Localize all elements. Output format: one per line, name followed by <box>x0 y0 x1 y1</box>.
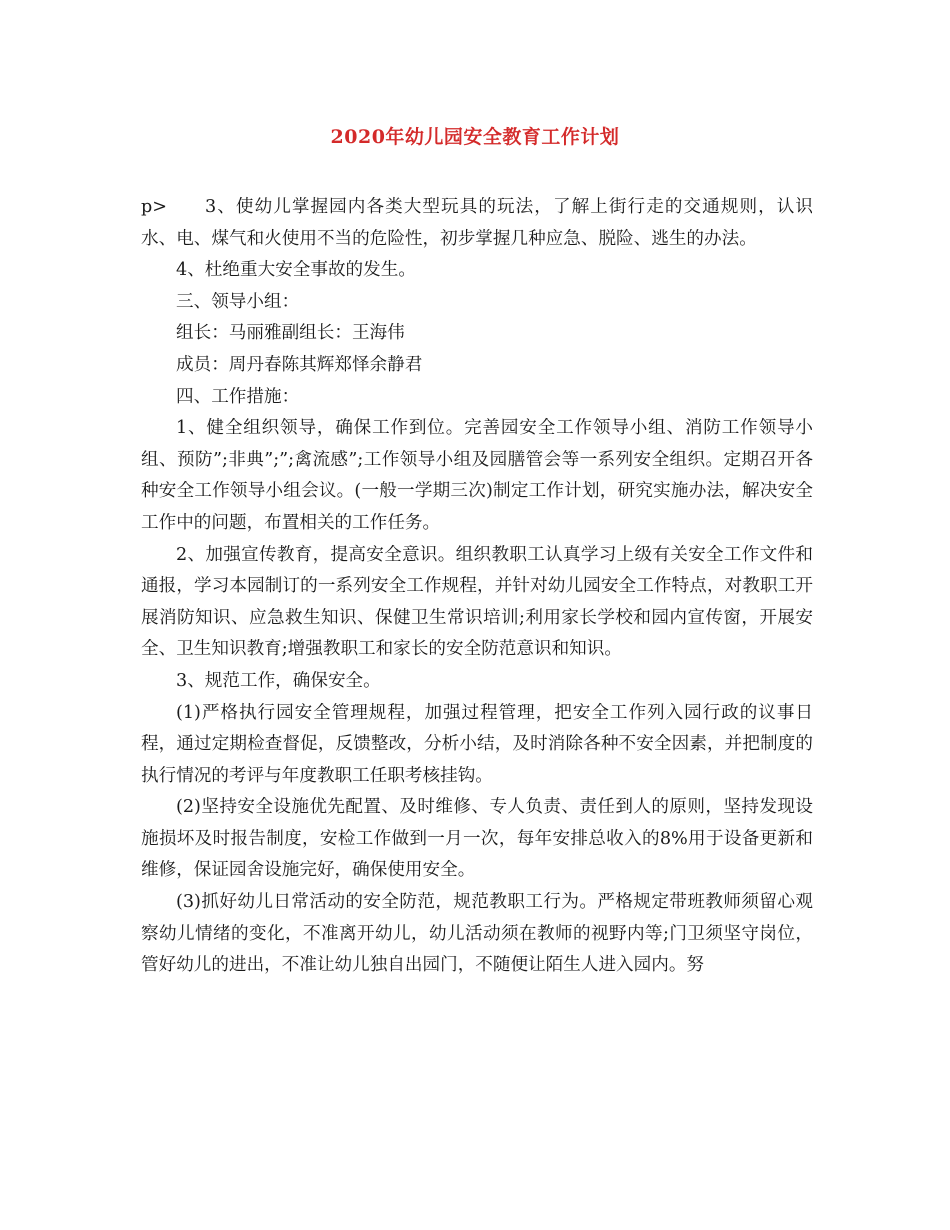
section-heading-leadership: 三、领导小组： <box>176 291 300 312</box>
paragraph-2: 4、杜绝重大安全事故的发生。 <box>176 260 416 281</box>
measure-1: 1、健全组织领导，确保工作到位。完善园安全工作领导小组、消防工作领导小组、预防”;非典”;”;禽流感”;工作领导小组及园膳管会等一系列安全组织。定期召开各种安全工作领导小组会议。(一般一学期三次)制定工作计划，研究实施办法，解决安全工作中的问题，布置相关的工作任务。 <box>141 418 813 533</box>
measure-3: 3、规范工作，确保安全。 <box>176 670 381 691</box>
document-title: 2020年幼儿园安全教育工作计划 <box>330 126 620 148</box>
paragraph-1-text: 3、使幼儿掌握园内各类大型玩具的玩法，了解上街行走的交通规则，认识水、电、煤气和火使用不当的危险性，初步掌握几种应急、脱险、逃生的办法。 <box>141 197 813 249</box>
measure-3-item-3: (3)抓好幼儿日常活动的安全防范，规范教职工行为。严格规定带班教师须留心观察幼儿情绪的变化，不准离开幼儿，幼儿活动须在教师的视野内等;门卫须坚守岗位，管好幼儿的进出，不准让幼儿独自出园门，不随便让陌生人进入园内。努 <box>141 892 813 976</box>
measure-2: 2、加强宣传教育，提高安全意识。组织教职工认真学习上级有关安全工作文件和通报，学习本园制订的一系列安全工作规程，并针对幼儿园安全工作特点，对教职工开展消防知识、应急救生知识、保健卫生常识培训;利用家长学校和园内宣传窗，开展安全、卫生知识教育;增强教职工和家长的安全防范意识和知识。 <box>141 544 813 660</box>
lead-marker: p> <box>141 197 168 217</box>
team-members: 成员：周丹春陈其辉郑怿余静君 <box>176 354 423 375</box>
document-body <box>141 192 813 982</box>
measure-3-item-1: (1)严格执行园安全管理规程，加强过程管理，把安全工作列入园行政的议事日程，通过定期检查督促，反馈整改，分析小结，及时消除各种不安全因素，并把制度的执行情况的考评与年度教职工任职考核挂钩。 <box>141 702 813 786</box>
measure-3-item-2: (2)坚持安全设施优先配置、及时维修、专人负责、责任到人的原则，坚持发现设施损坏及时报告制度，安检工作做到一月一次，每年安排总收入的8%用于设备更新和维修，保证园舍设施完好，确保使用安全。 <box>141 797 813 881</box>
section-heading-measures: 四、工作措施： <box>176 386 300 407</box>
paragraph-1 <box>141 192 813 255</box>
team-leaders: 组长：马丽雅副组长：王海伟 <box>176 323 405 344</box>
